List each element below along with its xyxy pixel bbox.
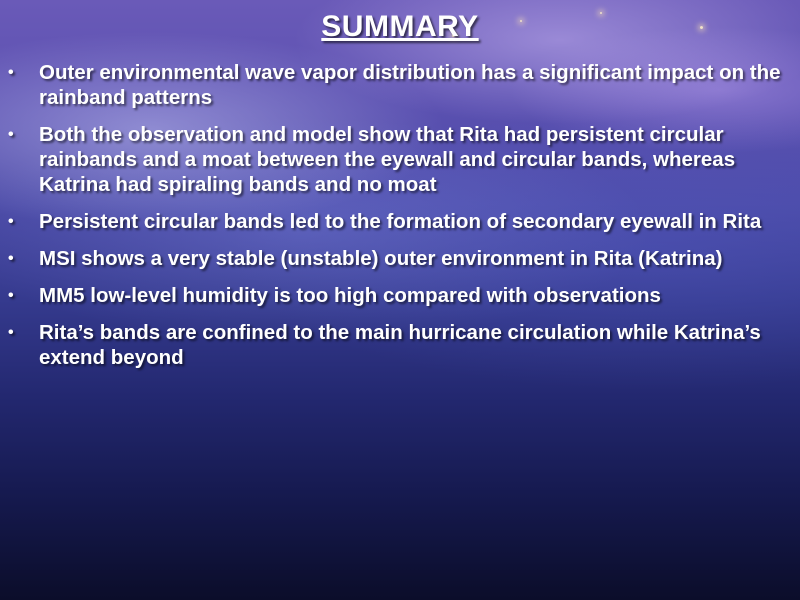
bullet-list — [8, 60, 798, 382]
bullet-icon: • — [8, 213, 14, 230]
bullet-icon: • — [8, 64, 14, 81]
list-item — [8, 122, 798, 197]
bullet-text: Both the observation and model show that Rita had persistent circular rainbands and a moat between the eyewall and circular bands, whereas Katrina had spiraling bands and no moat — [39, 123, 736, 196]
list-item — [8, 320, 798, 370]
list-item — [8, 283, 798, 308]
bullet-text: MSI shows a very stable (unstable) outer environment in Rita (Katrina) — [39, 247, 723, 270]
bullet-icon: • — [8, 126, 14, 143]
bullet-text: Outer environmental wave vapor distribution has a significant impact on the rainband patterns — [39, 61, 781, 109]
list-item — [8, 209, 798, 234]
bullet-icon: • — [8, 250, 14, 267]
bullet-icon: • — [8, 287, 14, 304]
list-item — [8, 60, 798, 110]
bullet-text: Rita’s bands are confined to the main hurricane circulation while Katrina’s extend beyond — [39, 321, 761, 369]
bullet-text: Persistent circular bands led to the formation of secondary eyewall in Rita — [39, 210, 762, 233]
slide-title: SUMMARY — [321, 10, 479, 43]
bullet-icon: • — [8, 324, 14, 341]
list-item — [8, 246, 798, 271]
bullet-text: MM5 low-level humidity is too high compared with observations — [39, 284, 661, 307]
